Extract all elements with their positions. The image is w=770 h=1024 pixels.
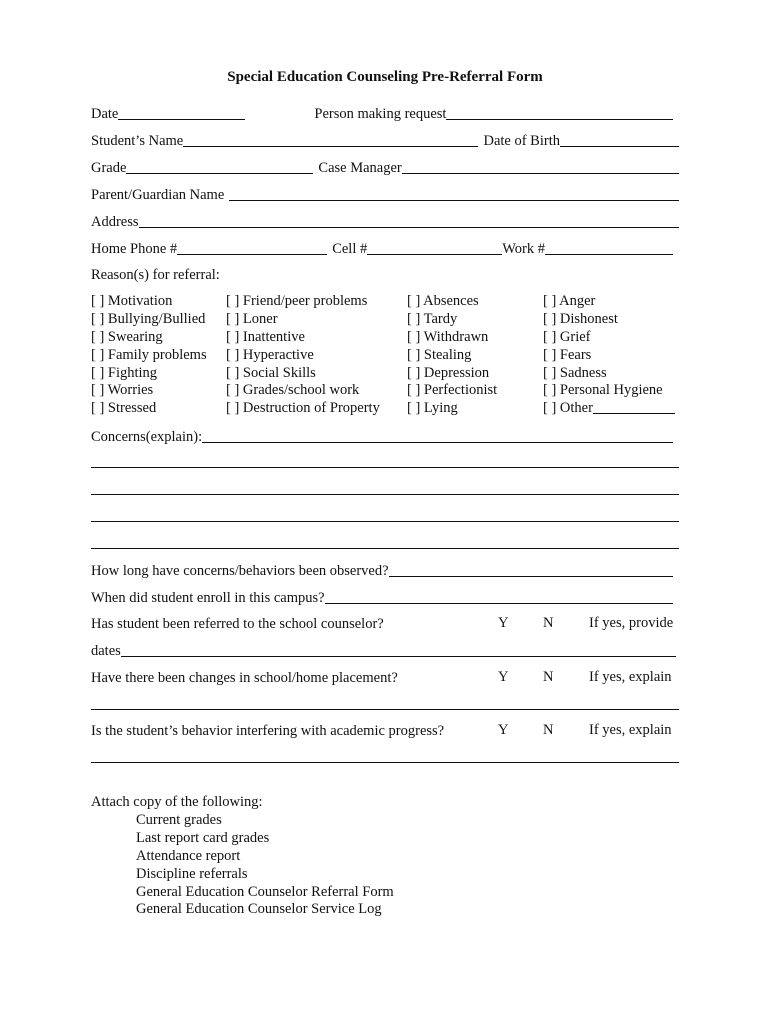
reason-other-row [543,400,675,418]
reason-depression[interactable]: [ ] Depression [407,364,490,381]
referred-yes[interactable]: Y [498,615,509,631]
how-long-field[interactable] [389,576,673,577]
interfering-if-yes: If yes, explain [589,722,672,738]
address-field[interactable] [139,227,679,228]
students-name-field[interactable] [183,146,478,147]
reason-grief[interactable]: [ ] Grief [543,328,591,345]
referred-label: Has student been referred to the school counselor? [91,616,384,632]
row-student [91,130,679,150]
form-title: Special Education Counseling Pre-Referral Form [227,69,543,85]
grade-field[interactable] [126,173,313,174]
reason-social-skills[interactable]: [ ] Social Skills [226,364,316,381]
reasons-col-3 [407,293,497,418]
cell-field[interactable] [367,254,502,255]
reasons-heading: Reason(s) for referral: [91,267,220,283]
date-field[interactable] [118,119,245,120]
interfering-no[interactable]: N [543,722,554,738]
person-making-request-label: Person making request [314,106,447,122]
reasons-col-1 [91,293,207,418]
row-reasons-heading [91,264,679,284]
attach-item-attendance: Attendance report [136,847,241,864]
interfering-label: Is the student’s behavior interfering with academic progress? [91,723,445,739]
reason-loner[interactable]: [ ] Loner [226,310,278,327]
person-making-request-field[interactable] [446,119,673,120]
placement-label: Have there been changes in school/home placement? [91,670,398,686]
reason-stressed[interactable]: [ ] Stressed [91,400,157,417]
reason-anger[interactable]: [ ] Anger [543,293,596,309]
address-label: Address [91,214,139,230]
interfering-yes[interactable]: Y [498,722,509,738]
attach-item-discipline: Discipline referrals [136,865,248,882]
concerns-label: Concerns(explain): [91,429,203,445]
reason-other-field[interactable] [593,413,675,414]
placement-if-yes: If yes, explain [589,669,672,685]
date-of-birth-label: Date of Birth [483,133,560,149]
reason-fears[interactable]: [ ] Fears [543,346,592,363]
row-how-long [91,560,679,580]
concerns-line-3[interactable] [91,494,679,495]
row-phones [91,238,679,258]
placement-no[interactable]: N [543,669,554,685]
concerns-line-5[interactable] [91,548,679,549]
date-of-birth-field[interactable] [560,146,679,147]
reason-absences[interactable]: [ ] Absences [407,293,479,309]
referred-dates-field[interactable] [121,656,676,657]
reason-stealing[interactable]: [ ] Stealing [407,346,472,363]
interfering-explain-line[interactable] [91,762,679,763]
referred-if-yes: If yes, provide [589,615,674,631]
parent-guardian-name-label: Parent/Guardian Name [91,187,225,203]
grade-label: Grade [91,160,127,176]
attach-section [91,794,394,919]
concerns-line-2[interactable] [91,467,679,468]
case-manager-label: Case Manager [318,160,402,176]
attach-item-service-log: General Education Counselor Service Log [136,901,382,918]
row-referred-dates [91,640,679,660]
row-date [91,103,679,123]
concerns-field[interactable] [202,442,673,443]
concerns-line-4[interactable] [91,521,679,522]
placement-yes[interactable]: Y [498,669,509,685]
parent-guardian-name-field[interactable] [229,200,679,201]
reason-inattentive[interactable]: [ ] Inattentive [226,328,305,345]
reason-motivation[interactable]: [ ] Motivation [91,293,173,309]
reason-lying[interactable]: [ ] Lying [407,400,458,417]
attach-item-referral-form: General Education Counselor Referral Form [136,883,394,900]
row-parent [91,184,679,204]
reason-bullying[interactable]: [ ] Bullying/Bullied [91,310,206,327]
reasons-col-4 [543,293,675,418]
attach-item-report-card: Last report card grades [136,829,270,846]
case-manager-field[interactable] [402,173,679,174]
attach-item-current-grades: Current grades [136,811,222,828]
reason-grades-school-work[interactable]: [ ] Grades/school work [226,382,360,399]
row-enroll [91,587,679,607]
reason-family-problems[interactable]: [ ] Family problems [91,346,207,363]
cell-label: Cell # [332,241,368,257]
placement-explain-line[interactable] [91,709,679,710]
reason-tardy[interactable]: [ ] Tardy [407,310,458,327]
reason-sadness[interactable]: [ ] Sadness [543,364,607,381]
referred-no[interactable]: N [543,615,554,631]
attach-heading: Attach copy of the following: [91,794,263,810]
reason-personal-hygiene[interactable]: [ ] Personal Hygiene [543,382,663,399]
row-grade [91,157,679,177]
reason-hyperactive[interactable]: [ ] Hyperactive [226,346,314,363]
how-long-label: How long have concerns/behaviors been observed? [91,563,389,579]
reason-destruction-of-property[interactable]: [ ] Destruction of Property [226,400,380,417]
reason-fighting[interactable]: [ ] Fighting [91,364,158,381]
reason-perfectionist[interactable]: [ ] Perfectionist [407,382,498,399]
home-phone-field[interactable] [177,254,327,255]
reason-dishonest[interactable]: [ ] Dishonest [543,310,618,327]
enroll-field[interactable] [325,603,673,604]
reason-worries[interactable]: [ ] Worries [91,382,154,399]
reason-friend-peer-problems[interactable]: [ ] Friend/peer problems [226,293,368,309]
row-concerns [91,426,679,446]
reason-swearing[interactable]: [ ] Swearing [91,328,163,345]
date-label: Date [91,106,119,122]
work-field[interactable] [545,254,673,255]
row-address [91,211,679,231]
reasons-col-2 [226,293,380,418]
enroll-label: When did student enroll in this campus? [91,590,325,606]
referred-dates-label: dates [91,643,121,659]
work-label: Work # [502,241,545,257]
home-phone-label: Home Phone # [91,241,178,257]
reason-other[interactable]: [ ] Other [543,400,593,417]
reason-withdrawn[interactable]: [ ] Withdrawn [407,328,489,345]
students-name-label: Student’s Name [91,133,184,149]
